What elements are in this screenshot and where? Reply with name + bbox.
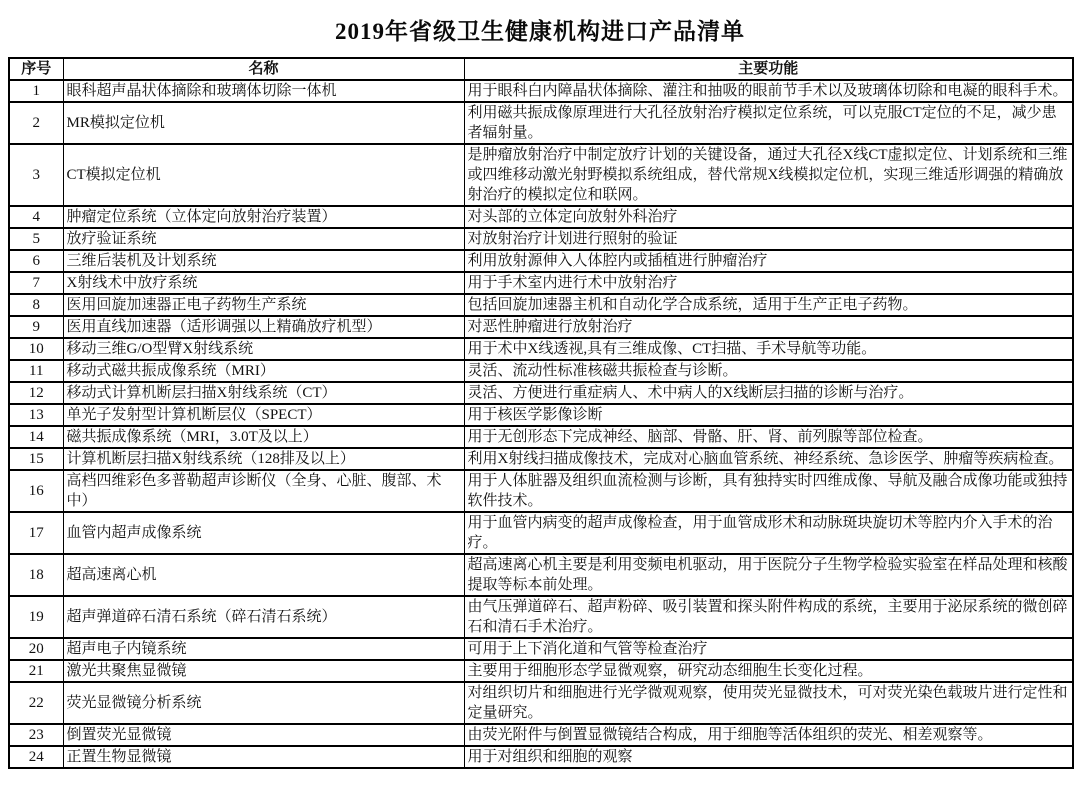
row-number-cell: 23: [9, 724, 63, 746]
table-row: [9, 360, 1073, 382]
product-function-cell: 利用放射源伸入人体腔内或插植进行肿瘤治疗: [464, 250, 1073, 272]
product-name-cell: 倒置荧光显微镜: [63, 724, 464, 746]
product-function-cell: 由荧光附件与倒置显微镜结合构成，用于细胞等活体组织的荧光、相差观察等。: [464, 724, 1073, 746]
product-function-cell: 主要用于细胞形态学显微观察，研究动态细胞生长变化过程。: [464, 660, 1073, 682]
table-row: [9, 206, 1073, 228]
column-header-index: 序号: [9, 58, 63, 80]
product-name-cell: 磁共振成像系统（MRI，3.0T及以上）: [63, 426, 464, 448]
product-function-cell: 由气压弹道碎石、超声粉碎、吸引装置和探头附件构成的系统，主要用于泌尿系统的微创碎石和清石手术治疗。: [464, 596, 1073, 638]
row-number-cell: 21: [9, 660, 63, 682]
row-number-cell: 10: [9, 338, 63, 360]
product-name-cell: 超高速离心机: [63, 554, 464, 596]
row-number-cell: 11: [9, 360, 63, 382]
page-title: 2019年省级卫生健康机构进口产品清单: [335, 19, 745, 44]
product-name-cell: 医用回旋加速器正电子药物生产系统: [63, 294, 464, 316]
product-name-cell: 正置生物显微镜: [63, 746, 464, 768]
product-function-cell: 超高速离心机主要是利用变频电机驱动，用于医院分子生物学检验实验室在样品处理和核酸提取等标本前处理。: [464, 554, 1073, 596]
table-row: [9, 724, 1073, 746]
product-name-cell: 三维后装机及计划系统: [63, 250, 464, 272]
product-name-cell: 超声弹道碎石清石系统（碎石清石系统）: [63, 596, 464, 638]
row-number-cell: 22: [9, 682, 63, 724]
table-row: [9, 660, 1073, 682]
row-number-cell: 12: [9, 382, 63, 404]
table-row: [9, 338, 1073, 360]
row-number-cell: 20: [9, 638, 63, 660]
row-number-cell: 16: [9, 470, 63, 512]
product-function-cell: 利用磁共振成像原理进行大孔径放射治疗模拟定位系统，可以克服CT定位的不足，减少患者辐射量。: [464, 102, 1073, 144]
product-function-cell: 用于对组织和细胞的观察: [464, 746, 1073, 768]
product-name-cell: 高档四维彩色多普勒超声诊断仪（全身、心脏、腹部、术中）: [63, 470, 464, 512]
product-name-cell: 计算机断层扫描X射线系统（128排及以上）: [63, 448, 464, 470]
table-header-row: [9, 58, 1073, 80]
row-number-cell: 19: [9, 596, 63, 638]
product-name-cell: 激光共聚焦显微镜: [63, 660, 464, 682]
product-name-cell: MR模拟定位机: [63, 102, 464, 144]
table-row: [9, 470, 1073, 512]
product-function-cell: 用于术中X线透视,具有三维成像、CT扫描、手术导航等功能。: [464, 338, 1073, 360]
product-name-cell: CT模拟定位机: [63, 144, 464, 206]
product-function-cell: 用于无创形态下完成神经、脑部、骨骼、肝、肾、前列腺等部位检查。: [464, 426, 1073, 448]
product-function-cell: 用于眼科白内障晶状体摘除、灌注和抽吸的眼前节手术以及玻璃体切除和电凝的眼科手术。: [464, 80, 1073, 102]
product-function-cell: 对放射治疗计划进行照射的验证: [464, 228, 1073, 250]
table-row: [9, 228, 1073, 250]
row-number-cell: 9: [9, 316, 63, 338]
row-number-cell: 17: [9, 512, 63, 554]
product-function-cell: 是肿瘤放射治疗中制定放疗计划的关键设备，通过大孔径X线CT虚拟定位、计划系统和三维或四维移动激光射野模拟系统组成，替代常规X线模拟定位机，实现三维适形调强的精确放射治疗的模拟定位和联网。: [464, 144, 1073, 206]
table-row: [9, 682, 1073, 724]
table-row: [9, 316, 1073, 338]
product-name-cell: 放疗验证系统: [63, 228, 464, 250]
table-row: [9, 102, 1073, 144]
table-body: [9, 80, 1073, 768]
import-product-table: [8, 57, 1074, 769]
product-name-cell: X射线术中放疗系统: [63, 272, 464, 294]
product-function-cell: 灵活、方便进行重症病人、术中病人的X线断层扫描的诊断与治疗。: [464, 382, 1073, 404]
row-number-cell: 15: [9, 448, 63, 470]
product-function-cell: 用于手术室内进行术中放射治疗: [464, 272, 1073, 294]
column-header-name: 名称: [63, 58, 464, 80]
row-number-cell: 3: [9, 144, 63, 206]
product-name-cell: 移动式磁共振成像系统（MRI）: [63, 360, 464, 382]
product-name-cell: 肿瘤定位系统（立体定向放射治疗装置）: [63, 206, 464, 228]
product-name-cell: 血管内超声成像系统: [63, 512, 464, 554]
table-row: [9, 554, 1073, 596]
product-function-cell: 用于人体脏器及组织血流检测与诊断，具有独持实时四维成像、导航及融合成像功能或独持软件技术。: [464, 470, 1073, 512]
row-number-cell: 5: [9, 228, 63, 250]
product-name-cell: 超声电子内镜系统: [63, 638, 464, 660]
product-function-cell: 对组织切片和细胞进行光学微观观察，使用荧光显微技术，可对荧光染色载玻片进行定性和定量研究。: [464, 682, 1073, 724]
product-name-cell: 医用直线加速器（适形调强以上精确放疗机型）: [63, 316, 464, 338]
product-name-cell: 移动三维G/O型臂X射线系统: [63, 338, 464, 360]
row-number-cell: 6: [9, 250, 63, 272]
table-row: [9, 512, 1073, 554]
table-row: [9, 448, 1073, 470]
product-name-cell: 单光子发射型计算机断层仪（SPECT）: [63, 404, 464, 426]
column-header-function: 主要功能: [464, 58, 1073, 80]
row-number-cell: 2: [9, 102, 63, 144]
row-number-cell: 4: [9, 206, 63, 228]
product-name-cell: 移动式计算机断层扫描X射线系统（CT）: [63, 382, 464, 404]
product-function-cell: 用于血管内病变的超声成像检查，用于血管成形术和动脉斑块旋切术等腔内介入手术的治疗。: [464, 512, 1073, 554]
table-row: [9, 294, 1073, 316]
product-function-cell: 包括回旋加速器主机和自动化学合成系统，适用于生产正电子药物。: [464, 294, 1073, 316]
row-number-cell: 8: [9, 294, 63, 316]
product-function-cell: 对头部的立体定向放射外科治疗: [464, 206, 1073, 228]
table-row: [9, 596, 1073, 638]
row-number-cell: 24: [9, 746, 63, 768]
product-name-cell: 荧光显微镜分析系统: [63, 682, 464, 724]
table-row: [9, 144, 1073, 206]
table-row: [9, 250, 1073, 272]
table-row: [9, 272, 1073, 294]
product-function-cell: 用于核医学影像诊断: [464, 404, 1073, 426]
table-row: [9, 746, 1073, 768]
product-function-cell: 利用X射线扫描成像技术，完成对心脑血管系统、神经系统、急诊医学、肿瘤等疾病检查。: [464, 448, 1073, 470]
product-function-cell: 对恶性肿瘤进行放射治疗: [464, 316, 1073, 338]
row-number-cell: 14: [9, 426, 63, 448]
table-row: [9, 404, 1073, 426]
table-row: [9, 638, 1073, 660]
table-row: [9, 426, 1073, 448]
table-row: [9, 382, 1073, 404]
row-number-cell: 13: [9, 404, 63, 426]
table-row: [9, 80, 1073, 102]
product-function-cell: 可用于上下消化道和气管等检查治疗: [464, 638, 1073, 660]
product-name-cell: 眼科超声晶状体摘除和玻璃体切除一体机: [63, 80, 464, 102]
row-number-cell: 1: [9, 80, 63, 102]
product-function-cell: 灵活、流动性标准核磁共振检查与诊断。: [464, 360, 1073, 382]
row-number-cell: 18: [9, 554, 63, 596]
row-number-cell: 7: [9, 272, 63, 294]
